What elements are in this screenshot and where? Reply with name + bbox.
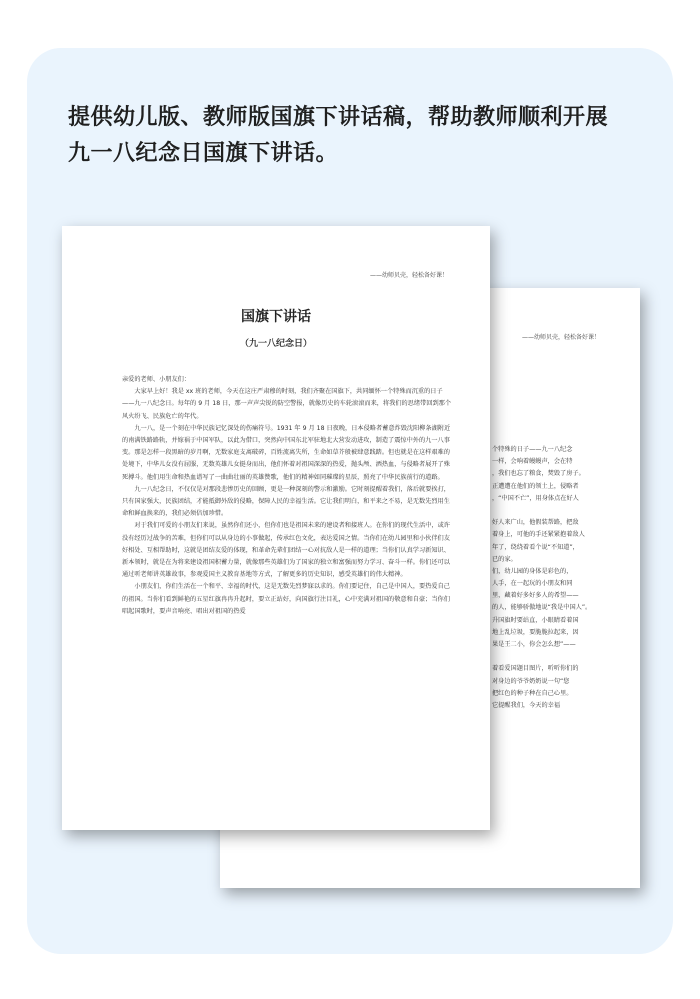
back-page-line: 里，藏着好多好多人的希望—— bbox=[492, 592, 579, 600]
back-page-line: 把红色的种子种在自己心里。 bbox=[492, 689, 573, 697]
back-page-line bbox=[492, 505, 632, 517]
back-page-line: 着看爱国题目图片，听听你们的 bbox=[492, 665, 579, 673]
document-title: 国旗下讲话 bbox=[241, 309, 311, 325]
headline-line-1: 提供幼儿版、教师版国旗下讲话稿，帮助教师顺利开展 bbox=[68, 105, 609, 130]
back-page-line bbox=[492, 651, 632, 663]
paragraph: 对于我们可爱的小朋友们来说，虽然你们还小，但你们也是祖国未来的建设者和接班人。在你们的现代生活中，或许没有经历过战争的苦难，但你们可以从身边的小事做起，传承红色文化，表达爱国之情。当你们在幼儿园里和小伙伴们友好相处、互相帮助时，这就是团结友爱的体现，和革命先辈们团结一心对抗敌人是一样的道理；当你们认真学习新知识、新本领时，就是在为将来建设祖国积蓄力量，就像那些英雄们为了国家的独立和富强而努力学习、奋斗一样。你们还可以通过听老师讲英雄故事，参观爱国主义教育基地等方式，了解更多的历史知识，感受英雄们的伟大精神。 bbox=[122, 522, 450, 579]
paragraph: 大家早上好！我是 xx 班的老师，今天在这庄严肃穆的时刻，我们齐聚在国旗下，共同缅怀一个特殊而沉重的日子——九一八纪念日。每年的 9 月 18 日，那一声声尖锐的防空警报，就像历史的车轮滚滚而来，将我们的思绪带回到那个风火纷飞、民族危亡的年代。 bbox=[122, 388, 452, 420]
back-page-line: 年了，绕绕着看个说“不知道”， bbox=[492, 543, 579, 551]
document-subtitle: （九一八纪念日） bbox=[239, 339, 312, 349]
back-page-line: 已的家。 bbox=[492, 555, 517, 563]
back-page-line: 它提醒我们，今天的幸福 bbox=[492, 701, 561, 709]
back-page-text bbox=[492, 444, 632, 712]
headline bbox=[68, 100, 648, 172]
back-page-line: 一样，会响着鳗鳗声，会在特 bbox=[492, 458, 573, 466]
greeting: 亲爱的老师、小朋友们： bbox=[122, 376, 191, 383]
back-page-line: 人手，在一起玩的小朋友和同 bbox=[492, 580, 573, 588]
back-page-tagline: ——幼师贝壳，轻松备好课！ bbox=[521, 334, 600, 341]
back-page-line: 正遭遭在他们的领土上，侵略者 bbox=[492, 482, 579, 490]
back-page-line: 升国旗时要站直，小眼睛看着国 bbox=[492, 616, 579, 624]
front-page-tagline: ——幼师贝壳，轻松备好课！ bbox=[369, 272, 448, 279]
back-page-line: 们，幼儿园的身体是彩色的， bbox=[492, 567, 573, 575]
back-page-line: ，我们也忘了粮食，焚毁了房子。 bbox=[492, 470, 585, 478]
paragraph: 小朋友们，你们生活在一个和平、幸福的时代，这是无数先烈梦寐以求的。你们要记住，自己是中国人，要热爱自己的祖国。当你们看到鲜艳的五星红旗冉冉升起时，要立正站好，向国旗行注目礼，心中充满对祖国的敬意和自豪；当你们唱起国歌时，要声音响亮、唱出对祖国的热爱 bbox=[122, 583, 450, 615]
back-page-line: 着身上，可他的手还紧紧抱着敌人 bbox=[492, 531, 585, 539]
back-page-line: 对身边的爷爷奶奶说一句“您 bbox=[492, 677, 570, 685]
back-page-line: ，“中国不亡”，用身体点在好人 bbox=[492, 494, 579, 502]
document-body bbox=[122, 374, 452, 618]
back-page-line: 地上乱垃圾，要脆脆拉起来，因 bbox=[492, 628, 579, 636]
back-page-line: 的人，能够骄傲地说“我是中国人”。 bbox=[492, 604, 592, 612]
back-page-line: 好人来广山，他假装帮路，把敌 bbox=[492, 519, 579, 527]
back-page-line: 果是王二小，你会怎么想”—— bbox=[492, 641, 576, 648]
front-document-page bbox=[62, 226, 490, 830]
headline-line-2: 九一八纪念日国旗下讲话。 bbox=[68, 141, 339, 166]
paragraph: 九一八纪念日，不仅仅是对那段悲惨历史的回顾，更是一种深刻的警示和激励。它时刻提醒着我们，落后就要挨打，只有国家强大，民族团结，才能抵御外敌的侵略，保障人民的幸福生活。它让我们明白，和平来之不易，是无数先烈用生命和鲜血换来的，我们必须倍加珍惜。 bbox=[122, 485, 450, 518]
back-page-line: 个特殊的日子——九一八纪念 bbox=[492, 446, 573, 453]
paragraph: 九一八，是一个刻在中华民族记忆深处的伤痛符号。1931 年 9 月 18 日夜晚，日本侵略者蓄意炸毁沈阳柳条湖附近的南满铁路路轨，并嫁祸于中国军队，以此为借口，突然向中国东北军驻地北大营发动进攻，制造了震惊中外的九一八事变。那是怎样一段黑暗的岁月啊，无数家庭支离破碎，百姓流离失所，生命如草芥般被肆意践踏。但也就是在这样艰难的处境下，中华儿女没有屈服，无数英雄儿女挺身而出，他们怀着对祖国深深的热爱，抛头颅、洒热血，与侵略者展开了殊死搏斗。他们用生命和热血谱写了一曲曲壮丽的英雄赞歌，他们的精神如同璀璨的星辰，照亮了中华民族前行的道路。 bbox=[122, 424, 451, 481]
